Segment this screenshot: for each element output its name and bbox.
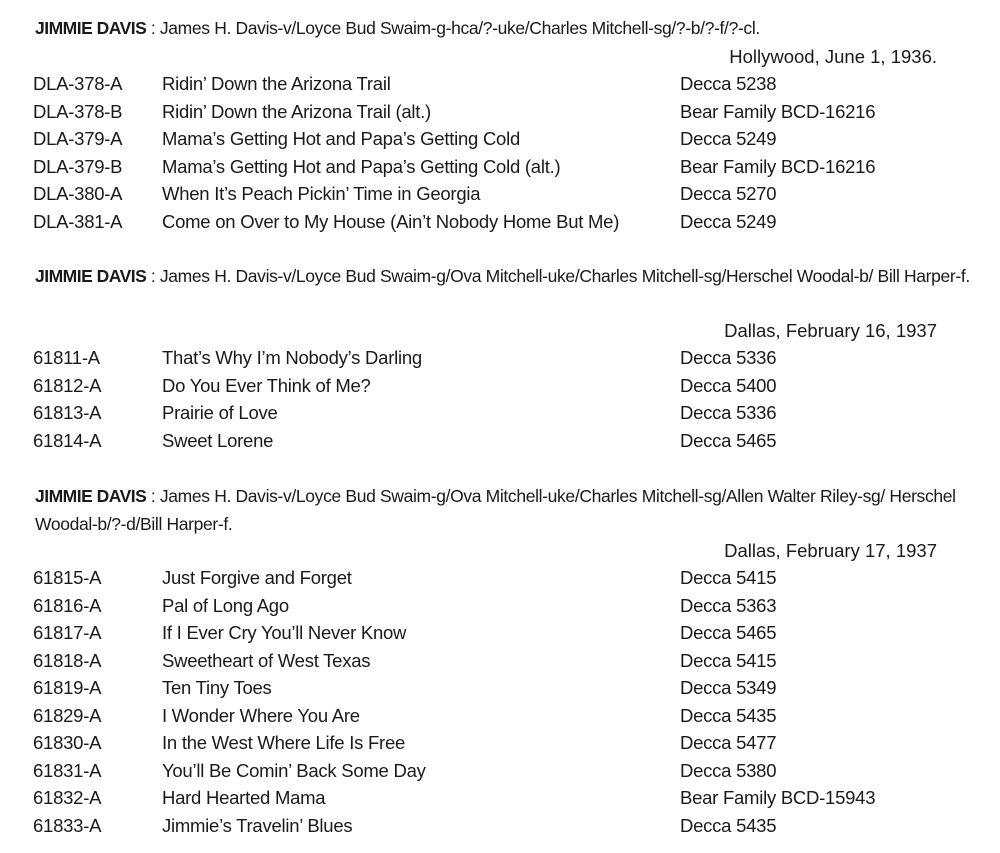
matrix-number: 61832-A xyxy=(33,787,102,808)
issue-number: Decca 5349 xyxy=(680,677,777,698)
song-title: Do You Ever Think of Me? xyxy=(162,374,371,396)
issue-number: Decca 5380 xyxy=(680,759,777,781)
matrix-number: 61813-A xyxy=(33,402,102,423)
issue-number: Decca 5336 xyxy=(680,347,777,368)
song-title: Just Forgive and Forget xyxy=(162,567,352,588)
track-row xyxy=(0,702,1000,730)
session-header xyxy=(35,263,975,291)
matrix-number: DLA-379-B xyxy=(33,155,123,177)
matrix-number: DLA-381-A xyxy=(33,210,123,232)
session-header xyxy=(35,483,975,538)
matrix-number: 61812-A xyxy=(33,374,102,396)
song-title: Pal of Long Ago xyxy=(162,594,289,616)
matrix-number: 61811-A xyxy=(33,347,100,368)
session-header xyxy=(35,15,975,43)
artist-name: JIMMIE DAVIS xyxy=(35,486,147,506)
track-row xyxy=(0,647,1000,675)
issue-number: Bear Family BCD-16216 xyxy=(680,100,876,122)
track-row xyxy=(0,757,1000,785)
matrix-number: 61814-A xyxy=(33,429,102,451)
artist-name: JIMMIE DAVIS xyxy=(35,18,147,38)
track-row xyxy=(0,372,1000,400)
issue-number: Decca 5363 xyxy=(680,594,777,616)
matrix-number: 61815-A xyxy=(33,567,102,588)
personnel-list: James H. Davis-v/Loyce Bud Swaim-g/Ova Mitchell-uke/Charles Mitchell-sg/Allen Walter Riley-sg/ Herschel Woodal-b/?-d/Bill Harper-f. xyxy=(35,486,956,534)
track-row xyxy=(0,344,1000,372)
issue-number: Decca 5249 xyxy=(680,210,777,232)
issue-number: Decca 5435 xyxy=(680,814,777,836)
session-place-date: Hollywood, June 1, 1936. xyxy=(729,46,937,67)
issue-number: Decca 5465 xyxy=(680,622,777,643)
song-title: In the West Where Life Is Free xyxy=(162,732,406,753)
issue-number: Decca 5270 xyxy=(680,183,777,204)
matrix-number: DLA-379-A xyxy=(33,128,123,149)
song-title: Jimmie’s Travelin’ Blues xyxy=(162,814,353,836)
track-row xyxy=(0,619,1000,647)
song-title: Hard Hearted Mama xyxy=(162,787,326,808)
issue-number: Bear Family BCD-16216 xyxy=(680,155,876,177)
song-title: Sweet Lorene xyxy=(162,429,274,451)
matrix-number: DLA-378-A xyxy=(33,73,123,94)
track-row xyxy=(0,784,1000,812)
issue-number: Bear Family BCD-15943 xyxy=(680,787,876,808)
artist-name: JIMMIE DAVIS xyxy=(35,266,147,286)
song-title: Prairie of Love xyxy=(162,402,278,423)
song-title: Mama’s Getting Hot and Papa’s Getting Cold (alt.) xyxy=(162,155,561,177)
matrix-number: 61819-A xyxy=(33,677,102,698)
issue-number: Decca 5336 xyxy=(680,402,777,423)
matrix-number: 61830-A xyxy=(33,732,102,753)
track-row xyxy=(0,674,1000,702)
session-place-date: Dallas, February 16, 1937 xyxy=(724,320,937,341)
session-place-date: Dallas, February 17, 1937 xyxy=(724,540,937,561)
issue-number: Decca 5400 xyxy=(680,374,777,396)
track-row xyxy=(0,729,1000,757)
personnel-list: James H. Davis-v/Loyce Bud Swaim-g/Ova Mitchell-uke/Charles Mitchell-sg/Herschel Woodal-b/ Bill Harper-f. xyxy=(159,266,970,286)
track-row xyxy=(0,70,1000,98)
song-title: Mama’s Getting Hot and Papa’s Getting Cold xyxy=(162,128,520,149)
song-title: Sweetheart of West Texas xyxy=(162,649,371,671)
issue-number: Decca 5238 xyxy=(680,73,777,94)
track-row xyxy=(0,592,1000,620)
matrix-number: 61829-A xyxy=(33,704,102,726)
song-title: Ten Tiny Toes xyxy=(162,677,272,698)
track-row xyxy=(0,98,1000,126)
track-row xyxy=(0,180,1000,208)
matrix-number: 61816-A xyxy=(33,594,102,616)
personnel-list: James H. Davis-v/Loyce Bud Swaim-g-hca/?-uke/Charles Mitchell-sg/?-b/?-f/?-cl. xyxy=(159,18,760,38)
matrix-number: 61833-A xyxy=(33,814,102,836)
matrix-number: DLA-378-B xyxy=(33,100,123,122)
header-separator: : xyxy=(146,486,160,506)
song-title: Ridin’ Down the Arizona Trail xyxy=(162,73,391,94)
track-row xyxy=(0,812,1000,840)
issue-number: Decca 5249 xyxy=(680,128,777,149)
song-title: That’s Why I’m Nobody’s Darling xyxy=(162,347,422,368)
song-title: I Wonder Where You Are xyxy=(162,704,360,726)
header-separator: : xyxy=(146,18,160,38)
issue-number: Decca 5415 xyxy=(680,567,777,588)
issue-number: Decca 5465 xyxy=(680,429,777,451)
track-row xyxy=(0,125,1000,153)
song-title: Come on Over to My House (Ain’t Nobody Home But Me) xyxy=(162,210,620,232)
track-row xyxy=(0,564,1000,592)
issue-number: Decca 5477 xyxy=(680,732,777,753)
song-title: Ridin’ Down the Arizona Trail (alt.) xyxy=(162,100,431,122)
track-row xyxy=(0,153,1000,181)
issue-number: Decca 5415 xyxy=(680,649,777,671)
song-title: If I Ever Cry You’ll Never Know xyxy=(162,622,407,643)
issue-number: Decca 5435 xyxy=(680,704,777,726)
track-row xyxy=(0,208,1000,236)
track-row xyxy=(0,427,1000,455)
song-title: When It’s Peach Pickin’ Time in Georgia xyxy=(162,183,481,204)
matrix-number: 61818-A xyxy=(33,649,102,671)
matrix-number: 61831-A xyxy=(33,759,102,781)
header-separator: : xyxy=(146,266,160,286)
matrix-number: 61817-A xyxy=(33,622,102,643)
song-title: You’ll Be Comin’ Back Some Day xyxy=(162,759,426,781)
matrix-number: DLA-380-A xyxy=(33,183,123,204)
track-row xyxy=(0,399,1000,427)
